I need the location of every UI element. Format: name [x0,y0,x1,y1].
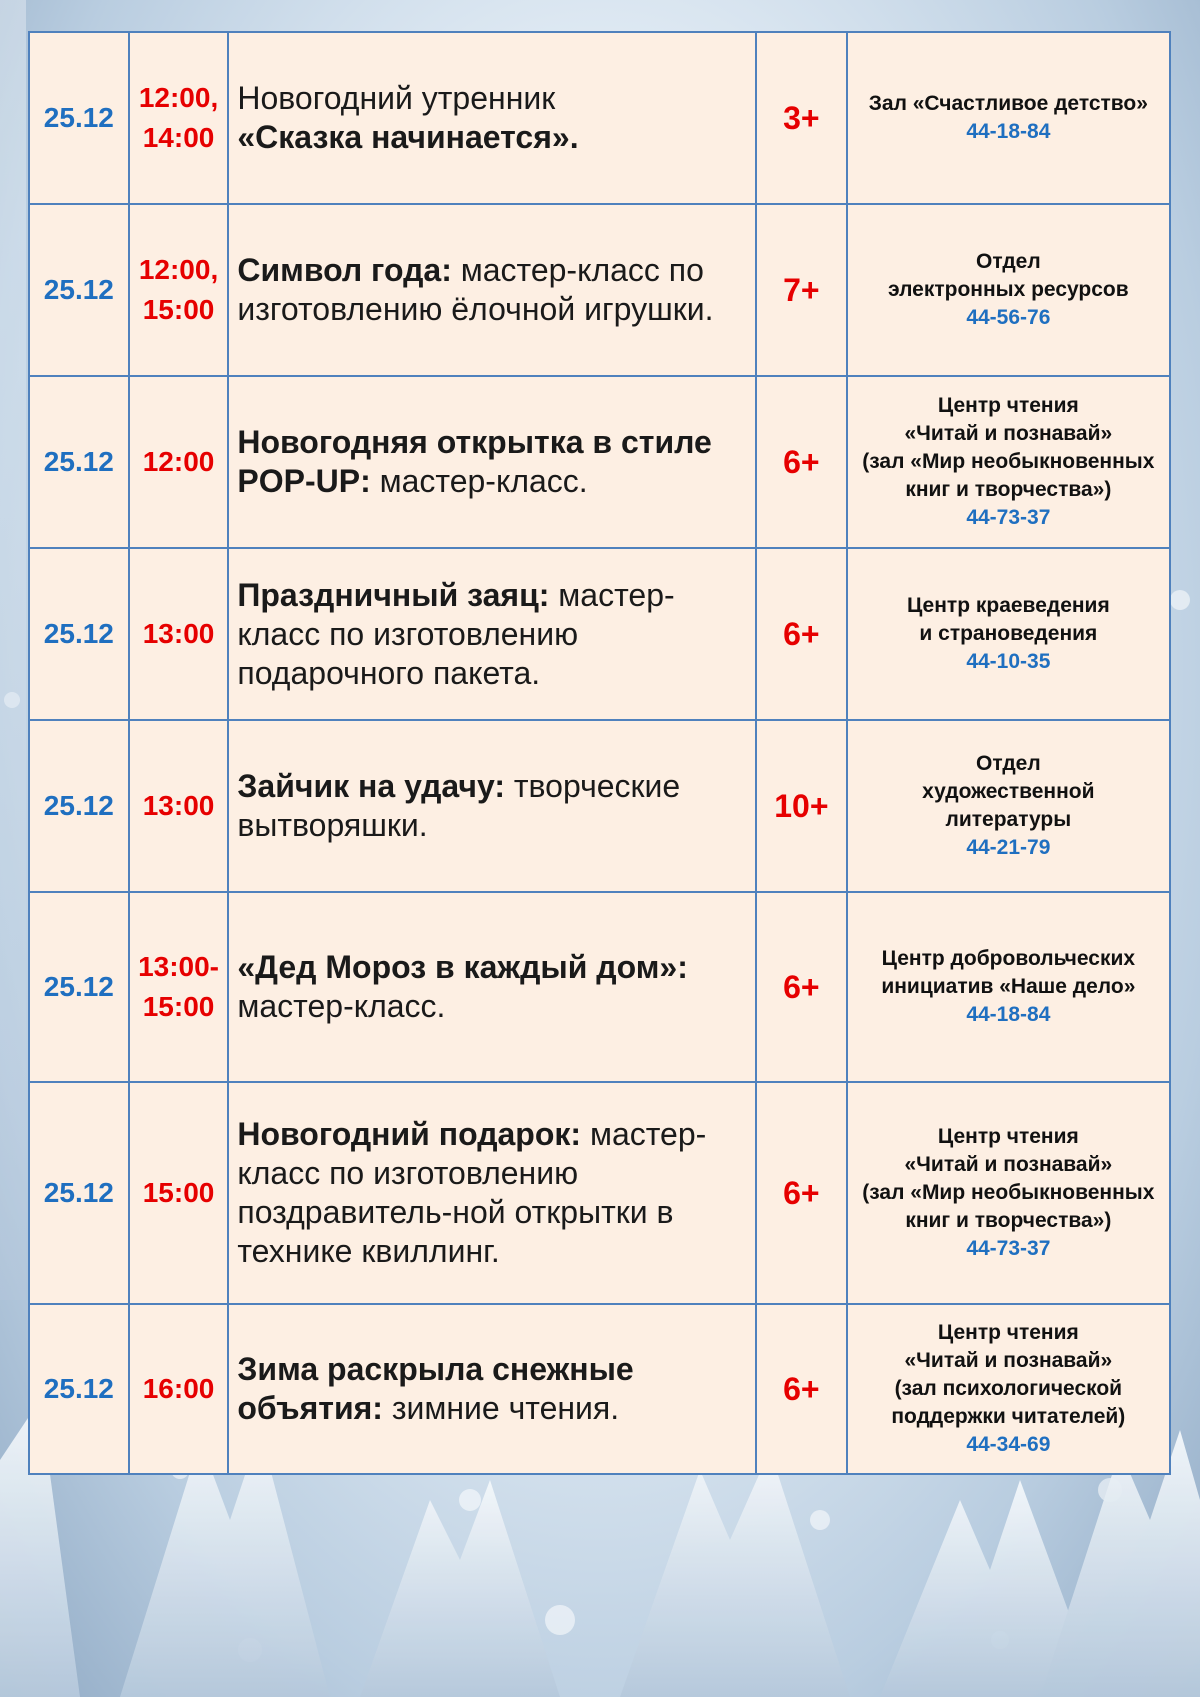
location-phone: 44-34-69 [966,1433,1051,1456]
event-time-line: 12:00, [138,254,219,285]
location-name: Центр чтения «Читай и познавай» (зал «Мир необыкновенных книг и творчества») [862,1125,1155,1232]
location-name: Центр добровольческих инициатив «Наше дело» [881,947,1136,998]
event-title-plain: мастер-класс по изготовлению ёлочной игрушки. [237,252,714,327]
event-title-bold: Новогодний подарок: [237,1116,582,1152]
event-time [129,548,229,720]
event-location [847,1082,1170,1304]
table-row [29,204,1170,376]
event-time-line: 12:00 [142,446,215,477]
event-title [228,720,756,892]
event-date: 25.12 [29,892,129,1082]
event-title-bold: Зайчик на удачу: [237,768,505,804]
location-name: Центр краеведения и страноведения [906,594,1110,645]
location-phone: 44-56-76 [966,306,1051,329]
event-location [847,548,1170,720]
event-title-bold: «Сказка начинается». [237,119,579,155]
location-name: Центр чтения «Читай и познавай» (зал психологической поддержки читателей) [891,1321,1126,1428]
event-time-line: 13:00 [142,790,215,821]
event-time [129,892,229,1082]
location-phone: 44-10-35 [966,650,1051,673]
event-location [847,376,1170,548]
age-rating: 6+ [756,548,847,720]
event-title-bold: Символ года: [237,252,452,288]
event-time-line: 12:00, [138,82,219,113]
event-title-plain: мастер-класс. [370,463,588,499]
event-location [847,32,1170,204]
event-location [847,892,1170,1082]
event-time [129,32,229,204]
event-location [847,1304,1170,1474]
event-date: 25.12 [29,548,129,720]
age-rating: 6+ [756,1304,847,1474]
event-title [228,376,756,548]
event-time-line: 14:00 [142,122,215,153]
event-location [847,720,1170,892]
table-row [29,32,1170,204]
event-time-line: 15:00 [142,294,215,325]
event-title [228,204,756,376]
age-rating: 3+ [756,32,847,204]
table-row [29,548,1170,720]
age-rating: 6+ [756,892,847,1082]
event-date: 25.12 [29,720,129,892]
table-row [29,376,1170,548]
event-title-plain: Новогодний утренник [237,80,556,116]
event-date: 25.12 [29,376,129,548]
location-phone: 44-21-79 [966,836,1051,859]
event-title-bold: «Дед Мороз в каждый дом»: [237,949,688,985]
event-title-bold: Новогодняя открытка в стиле POP-UP: [237,424,712,499]
event-time-line: 13:00- [138,951,219,982]
location-phone: 44-73-37 [966,506,1051,529]
table-row [29,720,1170,892]
event-time-line: 15:00 [142,991,215,1022]
event-title [228,32,756,204]
events-table [28,31,1171,1475]
age-rating: 7+ [756,204,847,376]
table-row [29,892,1170,1082]
event-date: 25.12 [29,32,129,204]
event-location [847,204,1170,376]
event-title-plain: мастер-класс по изготовлению подарочного пакета. [237,576,675,691]
event-title-bold: Праздничный заяц: [237,576,550,613]
event-title-bold: Зима раскрыла снежные объятия: [237,1351,634,1426]
event-time [129,1304,229,1474]
event-title [228,548,756,720]
location-name: Отдел электронных ресурсов [888,250,1129,301]
event-time [129,204,229,376]
event-title [228,1304,756,1474]
location-name: Центр чтения «Читай и познавай» (зал «Мир необыкновенных книг и творчества») [862,394,1155,501]
event-title-plain: мастер-класс по изготовлению поздравитель-ной открытки в технике квиллинг. [237,1116,707,1269]
location-phone: 44-18-84 [966,1003,1051,1026]
event-time [129,1082,229,1304]
event-time-line: 16:00 [142,1373,215,1404]
event-title-plain: творческие вытворяшки. [237,768,681,843]
event-date: 25.12 [29,204,129,376]
age-rating: 6+ [756,376,847,548]
event-title [228,892,756,1082]
location-phone: 44-18-84 [966,120,1051,143]
event-time [129,376,229,548]
table-row [29,1082,1170,1304]
event-title-plain: зимние чтения. [382,1390,620,1426]
age-rating: 10+ [756,720,847,892]
event-title [228,1082,756,1304]
event-time-line: 15:00 [142,1177,215,1208]
table-row [29,1304,1170,1474]
event-date: 25.12 [29,1304,129,1474]
age-rating: 6+ [756,1082,847,1304]
location-phone: 44-73-37 [966,1237,1051,1260]
event-title-plain: мастер-класс. [237,988,446,1024]
event-time [129,720,229,892]
event-time-line: 13:00 [142,618,215,649]
location-name: Зал «Счастливое детство» [868,92,1148,115]
location-name: Отдел художественной литературы [922,752,1095,831]
event-date: 25.12 [29,1082,129,1304]
